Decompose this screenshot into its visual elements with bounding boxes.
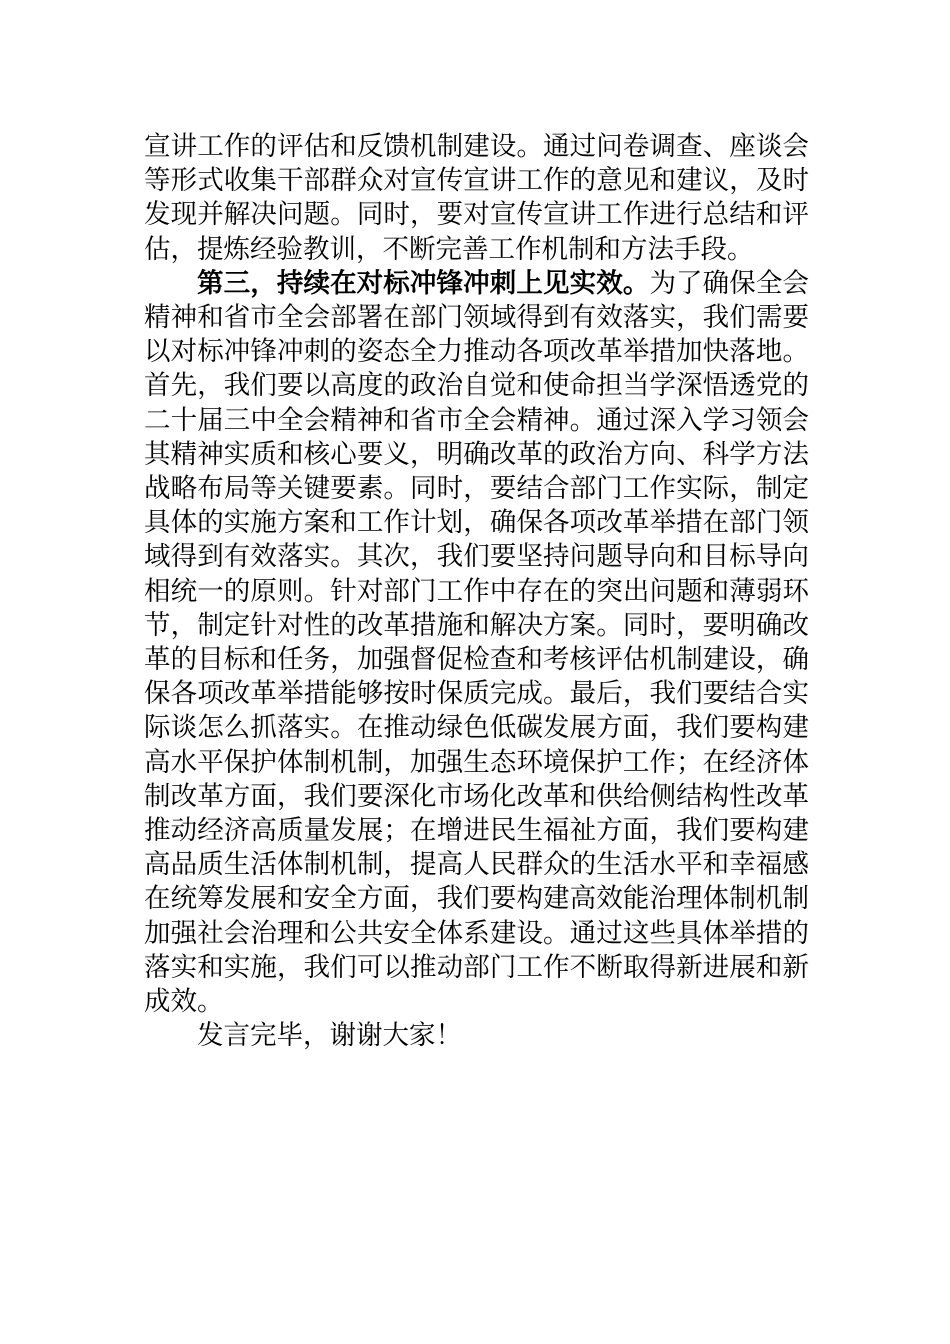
paragraph-heading: 第三，持续在对标冲锋冲刺上见实效。: [197, 267, 650, 299]
paragraph-text: 为了确保全会精神和省市全会部署在部门领域得到有效落实，我们需要以对标冲锋冲刺的姿态全力推动各项改革举措加快落地。首先，我们要以高度的政治自觉和使命担当学深悟透党的二十届三中全会精神和省市全会精神。通过深入学习领会其精神实质和核心要义，明确改革的政治方向、科学方法战略布局等关键要素。同时，要结合部门工作实际，制定具体的实施方案和工作计划，确保各项改革举措在部门领域得到有效落实。其次，我们要坚持问题导向和目标导向相统一的原则。针对部门工作中存在的突出问题和薄弱环节，制定针对性的改革措施和解决方案。同时，要明确改革的目标和任务，加强督促检查和考核评估机制建设，确保各项改革举措能够按时保质完成。最后，我们要结合实际谈怎么抓落实。在推动绿色低碳发展方面，我们要构建高水平保护体制机制，加强生态环境保护工作；在经济体制改革方面，我们要深化市场化改革和供给侧结构性改革推动经济高质量发展；在增进民生福祉方面，我们要构建高品质生活体制机制，提高人民群众的生活水平和幸福感在统筹发展和安全方面，我们要构建高效能治理体制机制加强社会治理和公共安全体系建设。通过这些具体举措的落实和实施，我们可以推动部门工作不断取得新进展和新成效。: [144, 267, 810, 1018]
paragraph-closing: [144, 1019, 809, 1053]
document-body: [144, 130, 809, 1053]
paragraph-third-point: [144, 267, 809, 1019]
paragraph-text: 宣讲工作的评估和反馈机制建设。通过问卷调查、座谈会等形式收集干部群众对宣传宣讲工作的意见和建议，及时发现并解决问题。同时，要对宣传宣讲工作进行总结和评估，提炼经验教训，不断完善工作机制和方法手段。: [144, 131, 809, 265]
paragraph-evaluation: [144, 130, 809, 267]
paragraph-text: 发言完毕，谢谢大家！: [197, 1020, 462, 1052]
